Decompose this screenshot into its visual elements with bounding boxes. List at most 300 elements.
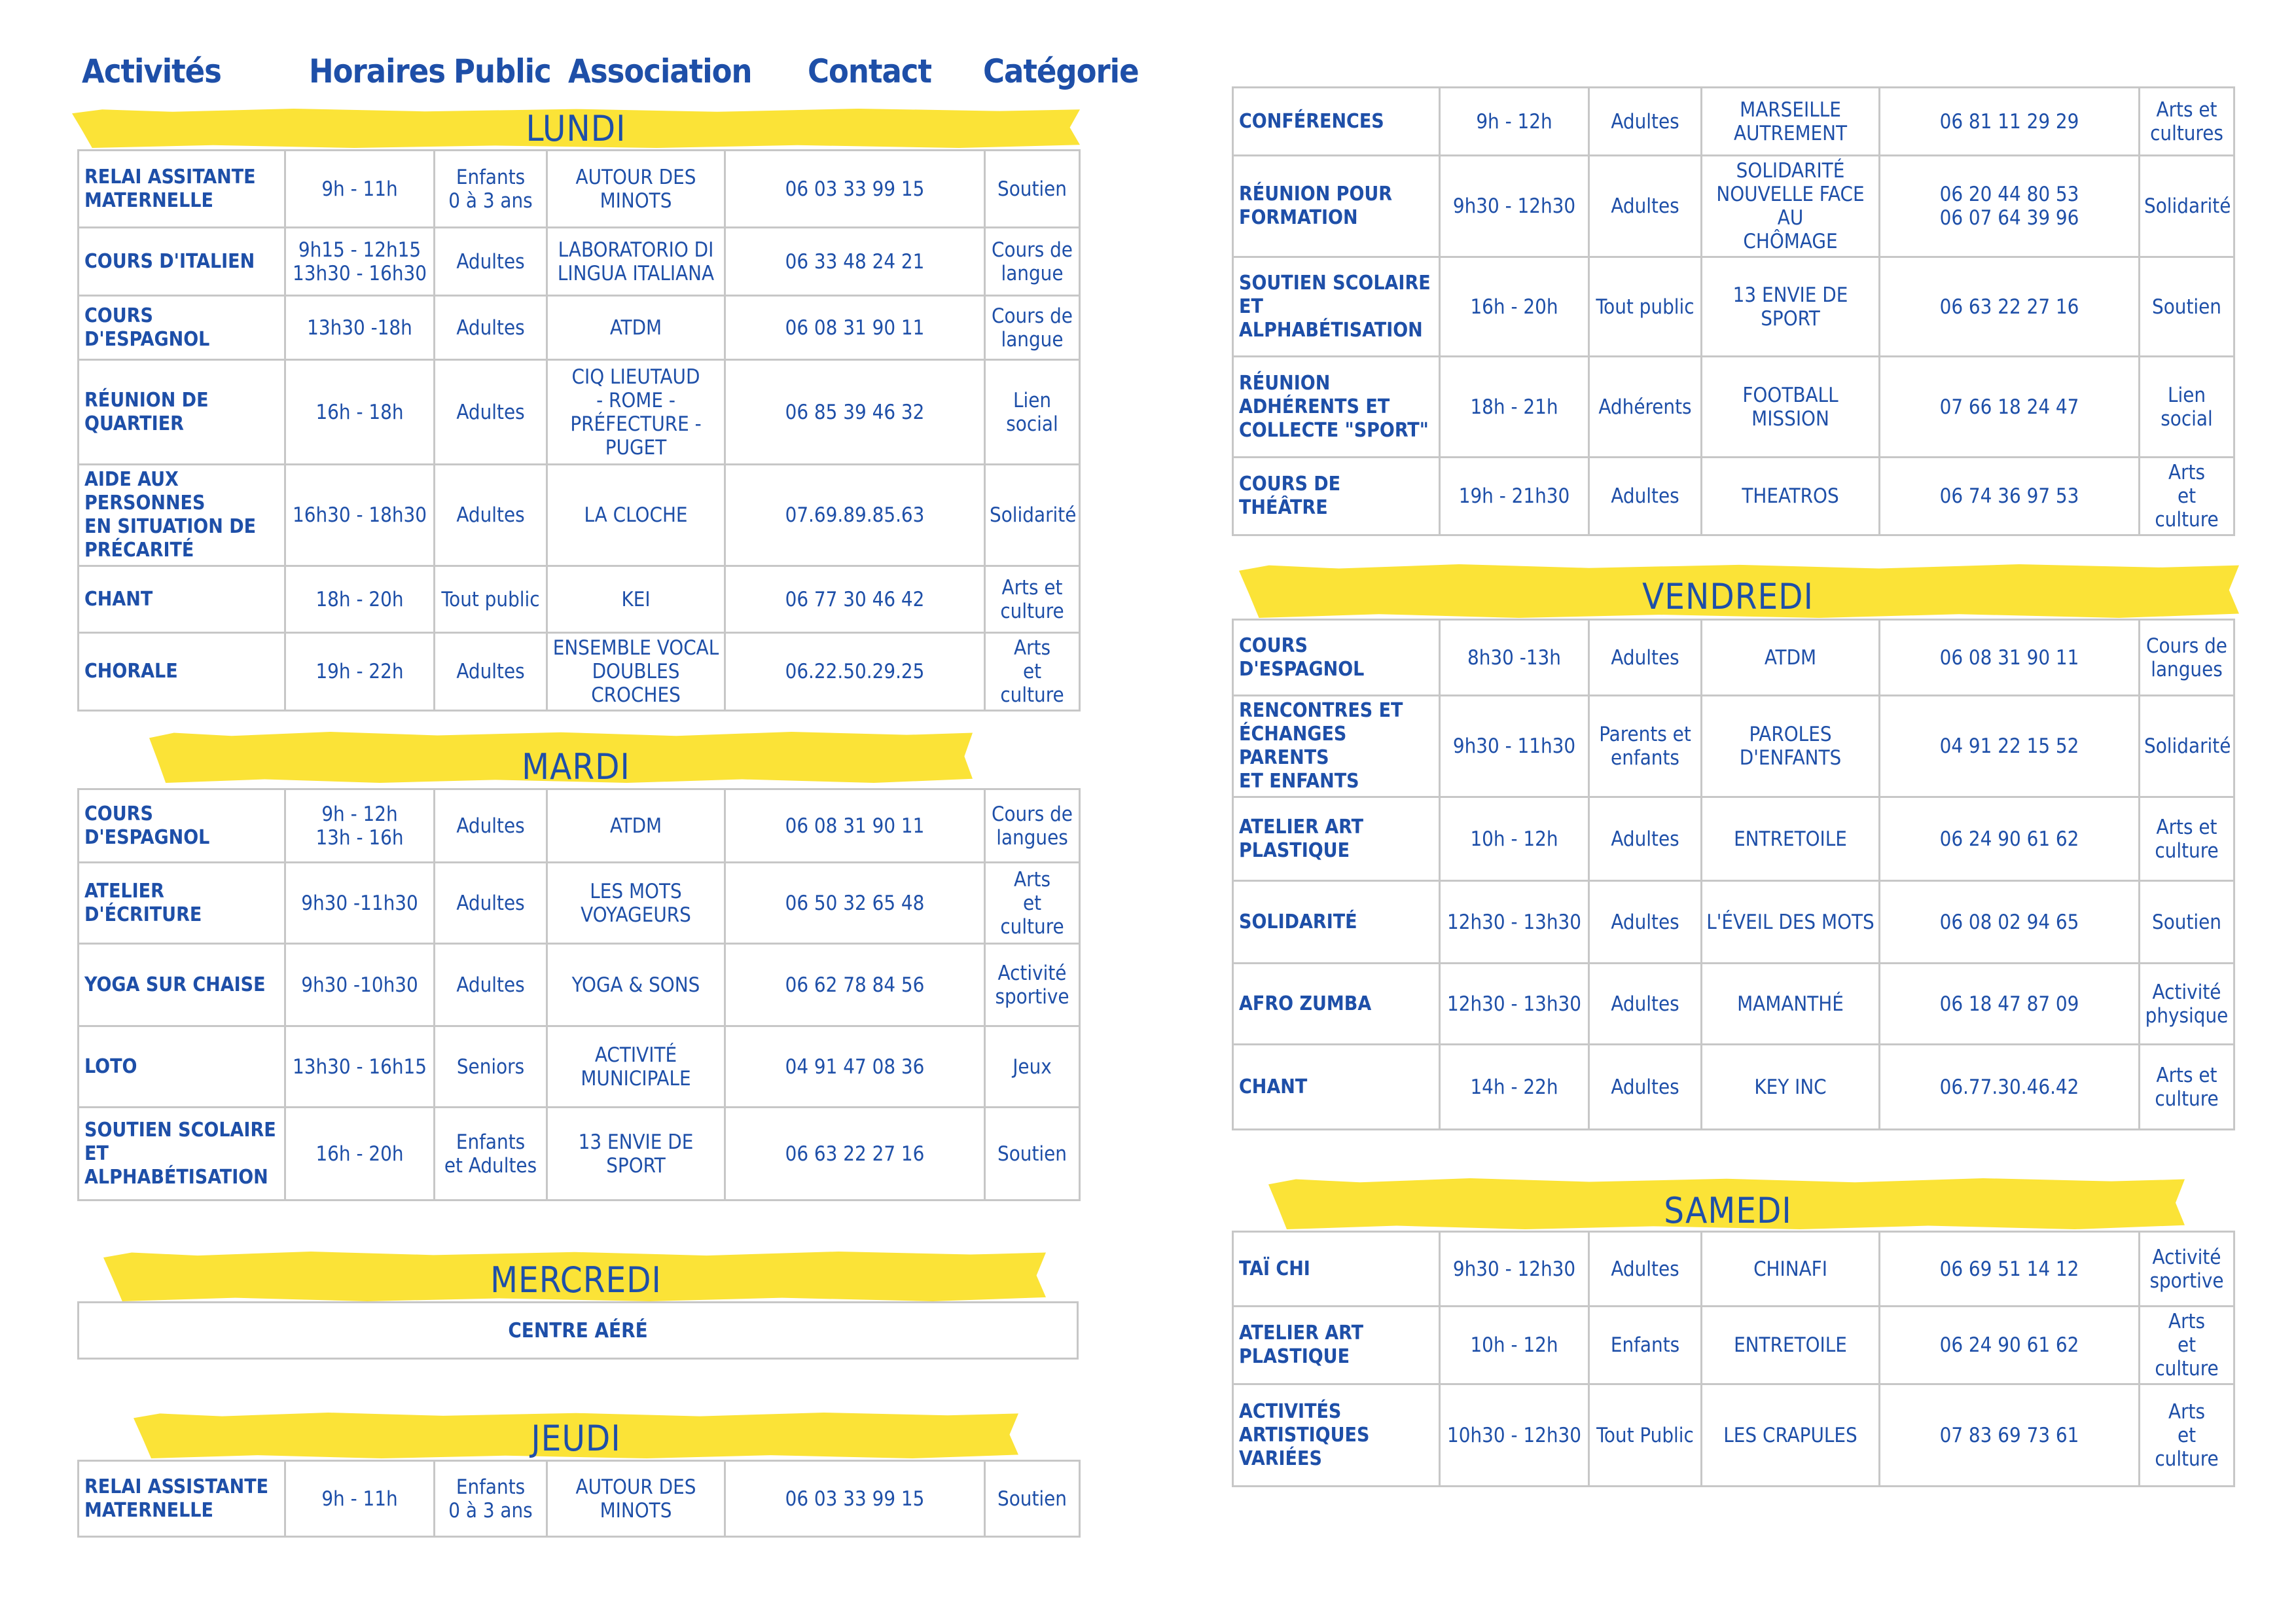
public-text: Parents et [1599,723,1691,746]
contact-text: 06 07 64 39 96 [1939,206,2079,230]
contact-text: 06 24 90 61 62 [1939,827,2079,851]
categorie-text: Soutien [2152,910,2221,934]
cell-public [1589,964,1702,1045]
cell-horaires [285,296,435,360]
activity-text: ARTISTIQUES [1239,1423,1370,1447]
cell-association [1702,881,1880,964]
table-row [1233,156,2234,257]
association-text: DOUBLES CROCHES [591,660,681,707]
cell-association [1702,458,1880,535]
contact-text: 06 08 31 90 11 [1939,645,2079,670]
categorie-text: Activité [997,961,1067,985]
activity-text: RELAI ASSISTANTE [84,1475,269,1498]
categorie-text: Solidarité [2144,734,2231,758]
cell-horaires [1440,620,1589,696]
horaires-text: 14h - 22h [1470,1075,1558,1099]
cell-association [547,465,725,566]
table-row [79,1461,1080,1537]
table-jeudi [77,1460,1081,1538]
table-row [1233,881,2234,964]
activity-text: AIDE AUX PERSONNES [84,468,206,514]
day-label-mardi: MARDI [522,746,630,787]
activity-text: ATELIER ART [1239,815,1364,839]
cell-horaires [1440,458,1589,535]
cell-public [435,1108,547,1200]
cell-public [1589,357,1702,458]
categorie-text: Cours de [992,304,1073,328]
horaires-text: 16h - 20h [315,1142,404,1166]
association-text: AUTOUR DES [575,1475,696,1499]
cell-activity [1233,1232,1440,1307]
categorie-text: Solidarité [2144,194,2231,218]
contact-text: 06 33 48 24 21 [785,249,925,274]
cell-contact [1880,964,2140,1045]
contact-text: 06 63 22 27 16 [785,1142,925,1166]
activity-text: YOGA SUR CHAISE [84,973,266,996]
horaires-text: 10h30 - 12h30 [1446,1423,1582,1447]
categorie-text: et culture [2155,1423,2219,1471]
public-text: Enfants [456,165,526,189]
public-text: Adultes [456,660,525,683]
cell-activity [79,633,285,711]
public-text: Adultes [456,400,525,424]
header-categorie: Catégorie [983,52,1139,90]
categorie-text: Soutien [2152,295,2221,319]
categorie-text: Activité [2152,980,2221,1004]
activity-text: VARIÉES [1239,1447,1322,1470]
cell-contact [1880,1045,2140,1130]
association-text: MINOTS [600,1498,672,1523]
table-row [1233,1307,2234,1384]
categorie-text: Jeux [1013,1055,1052,1079]
cell-activity [79,789,285,863]
cell-horaires [1440,696,1589,797]
cell-contact [725,465,985,566]
categorie-text: Arts [2168,1310,2205,1333]
cell-contact [725,228,985,296]
categorie-text: et culture [2155,1333,2219,1380]
cell-public [435,1461,547,1537]
cell-public [1589,1045,1702,1130]
table-jeudi-suite [1232,86,2235,536]
table-mardi [77,788,1081,1201]
cell-association [547,360,725,465]
cell-public [435,633,547,711]
public-text: Adultes [1611,645,1679,670]
cell-association [547,1108,725,1200]
cell-categorie [985,1461,1080,1537]
cell-categorie [985,296,1080,360]
cell-categorie [985,633,1080,711]
horaires-text: 19h - 22h [315,660,404,683]
cell-activity [79,151,285,228]
header-horaires: Horaires [309,52,445,90]
contact-text: 06 74 36 97 53 [1939,484,2079,508]
cell-public [1589,797,1702,881]
categorie-text: Arts et [2156,1063,2217,1087]
contact-text: 06 20 44 80 53 [1939,183,2079,206]
cell-contact [725,944,985,1026]
cell-public [435,1026,547,1108]
activity-text: COURS D'ITALIEN [84,249,255,273]
horaires-text: 9h30 - 12h30 [1452,1257,1576,1281]
activity-text: RENCONTRES ET [1239,699,1403,722]
cell-horaires [285,789,435,863]
cell-horaires [285,1461,435,1537]
categorie-text: Lien [1013,388,1052,412]
public-text: Adultes [456,316,525,340]
cell-activity [1233,797,1440,881]
cell-categorie [2140,156,2234,257]
table-row [79,863,1080,944]
horaires-text: 13h30 - 16h30 [292,261,427,285]
cell-public [435,465,547,566]
association-text: PAROLES D'ENFANTS [1739,723,1842,770]
association-text: ENTRETOILE [1734,1333,1847,1357]
table-row [79,360,1080,465]
association-text: LES CRAPULES [1723,1423,1857,1447]
cell-activity [1233,156,1440,257]
activity-text: ATELIER ART [1239,1322,1364,1344]
categorie-text: Arts [1014,867,1050,892]
association-text: LES MOTS [590,879,682,903]
association-text: ENTRETOILE [1734,827,1847,851]
activity-text: COURS D'ESPAGNOL [84,304,210,351]
header-activites: Activités [82,52,221,90]
cell-contact [1880,1384,2140,1487]
horaires-text: 19h - 21h30 [1458,484,1570,508]
cell-horaires [285,1026,435,1108]
cell-association [1702,257,1880,357]
activity-text: ALPHABÉTISATION [1239,318,1423,342]
activity-text: COURS DE THÉÂTRE [1239,473,1341,519]
activity-text: MATERNELLE [84,1498,213,1522]
association-text: AUTREMENT [1733,121,1848,145]
activity-text: ALPHABÉTISATION [84,1165,268,1189]
contact-text: 06 08 31 90 11 [785,316,925,340]
association-text: LINGUA ITALIANA [557,261,715,285]
cell-horaires [1440,257,1589,357]
table-row [1233,257,2234,357]
cell-horaires [1440,156,1589,257]
cell-contact [725,360,985,465]
association-text: PUGET [605,435,667,460]
activity-text: COURS D'ESPAGNOL [84,802,210,849]
cell-categorie [2140,797,2234,881]
cell-association [1702,797,1880,881]
categorie-text: Arts et [1001,575,1063,600]
categorie-text: Lien [2167,383,2206,407]
activity-text: ATELIER D'ÉCRITURE [84,879,202,926]
contact-text: 06 85 39 46 32 [785,400,925,424]
horaires-text: 8h30 -13h [1467,645,1561,670]
contact-text: 06 62 78 84 56 [785,973,925,997]
table-row [79,1026,1080,1108]
cell-horaires [285,151,435,228]
cell-association [547,296,725,360]
association-text: CHÔMAGE [1743,230,1838,253]
column-headers [0,52,1139,105]
activity-text: FORMATION [1239,206,1358,229]
cell-association [547,633,725,711]
cell-activity [79,465,285,566]
association-text: KEI [621,587,651,611]
activity-text: RELAI ASSITANTE [84,165,256,189]
contact-text: 07 66 18 24 47 [1939,395,2079,419]
cell-contact [1880,620,2140,696]
public-text: Seniors [456,1055,525,1079]
contact-text: 06 81 11 29 29 [1939,109,2079,134]
cell-categorie [985,789,1080,863]
association-text: 13 ENVIE DE SPORT [1732,283,1848,331]
cell-activity [1233,1307,1440,1384]
cell-public [1589,1307,1702,1384]
association-text: MUNICIPALE [581,1066,691,1091]
cell-contact [1880,458,2140,535]
public-text: Adultes [456,503,525,527]
activity-text: CHORALE [84,660,178,683]
cell-association [1702,696,1880,797]
horaires-text: 12h30 - 13h30 [1446,910,1582,934]
cell-activity [79,944,285,1026]
contact-text: 04 91 22 15 52 [1939,734,2079,758]
cell-association [1702,620,1880,696]
activity-text: AFRO ZUMBA [1239,992,1372,1015]
contact-text: 06 50 32 65 48 [785,891,925,915]
cell-horaires [285,228,435,296]
contact-text: 06.77.30.46.42 [1939,1075,2079,1099]
mercredi-note: CENTRE AÉRÉ [79,1303,1078,1359]
contact-text: 06 03 33 99 15 [785,1487,925,1511]
cell-activity [1233,357,1440,458]
association-text: YOGA & SONS [571,973,700,997]
cell-contact [725,633,985,711]
table-row [1233,797,2234,881]
cell-categorie [2140,620,2234,696]
cell-activity [79,566,285,633]
cell-horaires [1440,1384,1589,1487]
cell-horaires [285,566,435,633]
horaires-text: 9h15 - 12h15 [298,238,422,262]
categorie-text: Arts et [2156,98,2217,122]
activity-text: CHANT [84,587,153,611]
cell-categorie [985,151,1080,228]
table-vendredi [1232,619,2235,1130]
cell-horaires [285,360,435,465]
association-text: ACTIVITÉ [594,1043,677,1067]
table-row [79,151,1080,228]
cell-public [1589,88,1702,156]
header-public: Public [454,52,551,90]
cell-horaires [1440,88,1589,156]
header-contact: Contact [808,52,931,90]
table-row [1233,964,2234,1045]
cell-association [1702,1045,1880,1130]
horaires-text: 16h - 20h [1470,295,1558,319]
cell-association [547,944,725,1026]
activity-text: PLASTIQUE [1239,1345,1350,1368]
table-row [1233,1045,2234,1130]
categorie-text: social [1006,412,1058,436]
horaires-text: 16h30 - 18h30 [292,503,427,527]
contact-text: 06 08 31 90 11 [785,814,925,838]
association-text: KEY INC [1754,1075,1827,1099]
cell-categorie [985,566,1080,633]
cell-horaires [285,465,435,566]
cell-public [1589,156,1702,257]
cell-association [547,863,725,944]
horaires-text: 9h30 - 11h30 [1452,734,1576,758]
cell-categorie [985,944,1080,1026]
association-text: PRÉFECTURE - [570,412,702,436]
horaires-text: 13h - 16h [315,825,404,850]
association-text: CIQ LIEUTAUD [571,365,700,389]
horaires-text: 12h30 - 13h30 [1446,992,1582,1016]
cell-contact [725,863,985,944]
cell-association [547,1026,725,1108]
contact-text: 07.69.89.85.63 [785,503,925,527]
horaires-text: 9h - 11h [321,1487,398,1511]
association-text: SOLIDARITÉ [1736,159,1845,183]
cell-public [435,296,547,360]
public-text: Adultes [1611,992,1679,1016]
cell-public [1589,620,1702,696]
table-row [1233,88,2234,156]
cell-categorie [2140,1232,2234,1307]
categorie-text: culture [2155,1087,2219,1111]
table-row [79,296,1080,360]
cell-association [1702,964,1880,1045]
cell-public [435,151,547,228]
horaires-text: 9h - 12h [1476,109,1552,134]
cell-horaires [285,863,435,944]
categorie-text: langue [1001,327,1064,352]
cell-activity [79,296,285,360]
cell-activity [1233,964,1440,1045]
cell-contact [1880,696,2140,797]
cell-horaires [285,633,435,711]
contact-text: 06 03 33 99 15 [785,177,925,201]
activity-text: PRÉCARITÉ [84,539,194,562]
activity-text: ACTIVITÉS [1239,1399,1342,1423]
horaires-text: 9h30 -10h30 [301,973,418,997]
cell-activity [1233,881,1440,964]
categorie-text: physique [2145,1003,2229,1028]
cell-association [547,228,725,296]
categorie-text: Cours de [992,802,1073,826]
cell-categorie [985,863,1080,944]
cell-contact [725,566,985,633]
categorie-text: Soutien [997,1142,1067,1166]
cell-categorie [2140,88,2234,156]
header-association: Association [568,52,752,90]
cell-activity [79,360,285,465]
cell-activity [1233,1045,1440,1130]
categorie-text: langue [1001,261,1064,285]
cell-association [1702,88,1880,156]
cell-public [435,566,547,633]
public-text: Adultes [456,814,525,838]
cell-contact [1880,357,2140,458]
contact-text: 07 83 69 73 61 [1939,1423,2079,1447]
table-row [1233,696,2234,797]
cell-contact [725,1026,985,1108]
table-mercredi [77,1301,1079,1360]
cell-horaires [285,1108,435,1200]
cell-horaires [1440,1045,1589,1130]
cell-categorie [2140,1307,2234,1384]
contact-text: 06.22.50.29.25 [785,660,925,683]
table-row [79,566,1080,633]
table-row [1233,1232,2234,1307]
cell-association [1702,1232,1880,1307]
cell-association [1702,357,1880,458]
activity-text: LOTO [84,1055,137,1078]
activity-text: COLLECTE "SPORT" [1239,418,1429,442]
cell-activity [79,1461,285,1537]
cell-association [547,1461,725,1537]
cell-public [1589,1232,1702,1307]
contact-text: 04 91 47 08 36 [785,1055,925,1079]
cell-categorie [985,360,1080,465]
horaires-text: 10h - 12h [1470,1333,1558,1357]
table-row [1233,357,2234,458]
cell-activity [1233,696,1440,797]
horaires-text: 13h30 - 16h15 [292,1055,427,1079]
association-text: 13 ENVIE DE SPORT [578,1130,694,1178]
table-row [79,944,1080,1026]
categorie-text: Arts et [2156,815,2217,839]
cell-contact [1880,88,2140,156]
categorie-text: cultures [2150,121,2223,145]
association-text: NOUVELLE FACE AU [1716,183,1865,230]
categorie-text: culture [2155,839,2219,863]
public-text: enfants [1611,746,1679,770]
cell-horaires [1440,1232,1589,1307]
activity-text: ET [1239,295,1263,318]
association-text: FOOTBALL MISSION [1742,383,1839,431]
cell-public [1589,257,1702,357]
horaires-text: 18h - 20h [315,587,404,611]
table-row [79,228,1080,296]
cell-public [1589,881,1702,964]
categorie-text: Activité [2152,1245,2221,1269]
public-text: Adultes [456,973,525,997]
public-text: Enfants [1610,1333,1680,1357]
categorie-text: sportive [2149,1269,2224,1293]
activity-text: CONFÉRENCES [1239,109,1384,133]
day-label-mercredi: MERCREDI [490,1259,662,1301]
cell-contact [725,1461,985,1537]
horaires-text: 9h - 11h [321,177,398,201]
table-row [1233,620,2234,696]
association-text: L'ÉVEIL DES MOTS [1706,910,1874,934]
categorie-text: Arts [1014,636,1050,660]
cell-public [435,360,547,465]
cell-categorie [2140,881,2234,964]
activity-text: SOUTIEN SCOLAIRE [1239,271,1431,295]
cell-categorie [985,228,1080,296]
public-text: 0 à 3 ans [448,189,533,213]
public-text: Tout public [1596,295,1695,319]
categorie-text: social [2161,406,2213,431]
public-text: Adultes [1611,109,1679,134]
activity-text: SOUTIEN SCOLAIRE [84,1118,276,1142]
cell-categorie [985,465,1080,566]
table-row [79,1108,1080,1200]
public-text: Enfants [456,1475,526,1499]
public-text: Adultes [1611,827,1679,851]
